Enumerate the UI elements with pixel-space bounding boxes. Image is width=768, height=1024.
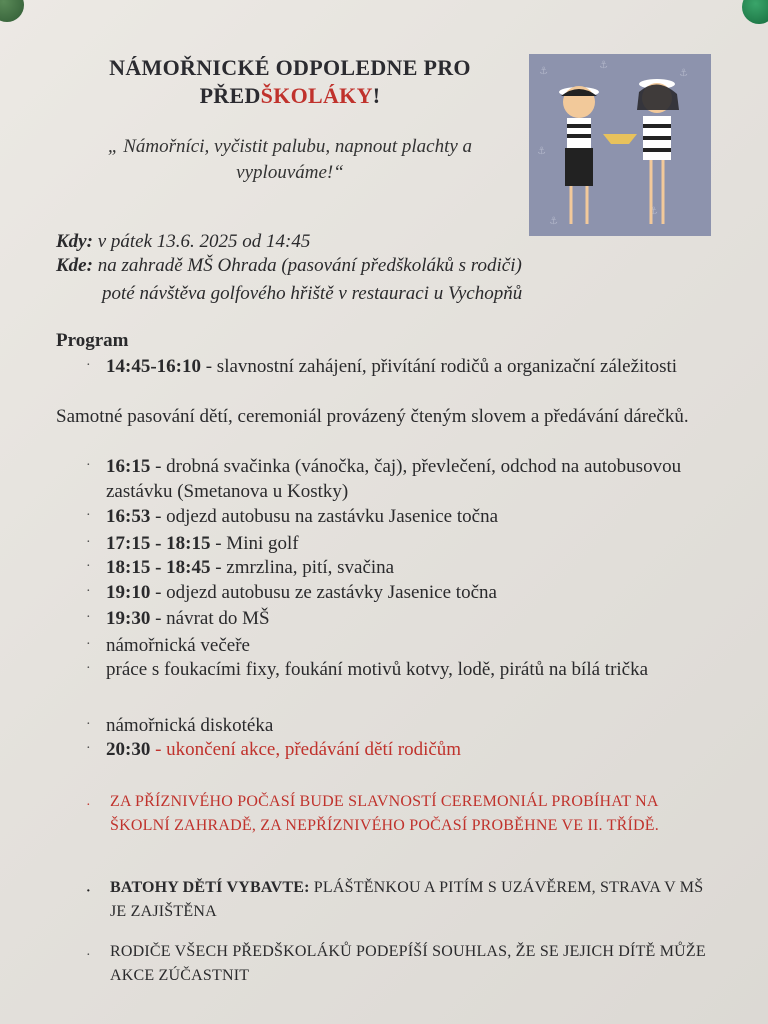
bullet: · <box>86 661 91 676</box>
svg-text:⚓: ⚓ <box>679 68 688 79</box>
program-item-3: 16:53 - odjezd autobusu na zastávku Jasenice točna <box>106 506 499 527</box>
svg-text:⚓: ⚓ <box>537 146 546 157</box>
bullet: · <box>86 717 91 732</box>
program-item-11: 20:30 - ukončení akce, předávání dětí rodičům <box>106 739 462 760</box>
program-item-5: 18:15 - 18:45 - zmrzlina, pití, svačina <box>106 557 395 578</box>
svg-text:⚓: ⚓ <box>539 66 548 77</box>
when-value: v pátek 13.6. 2025 od 14:45 <box>97 231 311 252</box>
where-label: Kde: <box>56 255 93 276</box>
title-line-1: NÁMOŘNICKÉ ODPOLEDNE PRO <box>109 55 471 80</box>
svg-text:⚓: ⚓ <box>649 206 658 217</box>
where-value: na zahradě MŠ Ohrada (pasování předškoláků s rodiči) <box>97 255 522 276</box>
title-line-2: PŘEDŠKOLÁKY! <box>199 83 381 108</box>
consent-note: RODIČE VŠECH PŘEDŠKOLÁKŮ PODEPÍŠÍ SOUHLAS, ŽE SE JEJICH DÍTĚ MŮŽE AKCE ZÚČASTNIT <box>110 943 706 984</box>
program-item-4: 17:15 - 18:15 - Mini golf <box>106 533 299 554</box>
bullet: · <box>86 948 91 963</box>
push-pin-left <box>0 0 24 22</box>
bullet: · <box>86 535 91 550</box>
program-item-9: práce s foukacími fixy, foukání motivů kotvy, lodě, pirátů na bílá trička <box>106 659 649 680</box>
weather-note: ZA PŘÍZNIVÉHO POČASÍ BUDE SLAVNOSTÍ CEREMONIÁL PROBÍHAT NA ŠKOLNÍ ZAHRADĚ, ZA NEPŘÍZNIVÉHO POČASÍ PROBĚHNE VE II. TŘÍDĚ. <box>110 793 659 834</box>
bullet: · <box>86 741 91 756</box>
bullet: · <box>86 798 91 813</box>
ceremony-paragraph: Samotné pasování dětí, ceremoniál provázený čteným slovem a předávání dárečků. <box>56 406 689 427</box>
sailor-children-illustration <box>529 54 711 236</box>
bullet: · <box>86 637 91 652</box>
program-item-10: námořnická diskotéka <box>106 715 274 736</box>
program-item-6: 19:10 - odjezd autobusu ze zastávky Jasenice točna <box>106 582 497 603</box>
program-item-8: námořnická večeře <box>106 635 250 656</box>
bullet: · <box>86 884 91 899</box>
bullet: · <box>86 610 91 625</box>
poster-title <box>60 54 520 110</box>
bullet: · <box>86 584 91 599</box>
program-item-7: 19:30 - návrat do MŠ <box>106 608 270 629</box>
program-item-2: 16:15 - drobná svačinka (vánočka, čaj), převlečení, odchod na autobusovou zastávku (Smetanova u Kostky) <box>106 456 682 502</box>
when-line <box>56 230 522 278</box>
program-item-1: 14:45-16:10 - slavnostní zahájení, přivítání rodičů a organizační záležitosti <box>106 356 678 377</box>
push-pin-right <box>742 0 768 24</box>
svg-text:⚓: ⚓ <box>549 216 558 227</box>
program-heading: Program <box>56 330 129 351</box>
svg-text:⚓: ⚓ <box>599 60 608 71</box>
where-value-continued: poté návštěva golfového hřiště v restauraci u Vychopňů <box>102 283 523 304</box>
bullet: · <box>86 559 91 574</box>
bullet: · <box>86 508 91 523</box>
sailor-children-picture <box>529 54 711 236</box>
bullet: · <box>86 458 91 473</box>
bullet: · <box>86 358 91 373</box>
motto-quote: „ Námořníci, vyčistit palubu, napnout plachty a vyplouváme!“ <box>107 136 473 183</box>
when-label: Kdy: <box>56 231 93 252</box>
backpack-note: BATOHY DĚTÍ VYBAVTE: PLÁŠTĚNKOU A PITÍM S UZÁVĚREM, STRAVA V MŠ JE ZAJIŠTĚNA <box>110 879 704 920</box>
